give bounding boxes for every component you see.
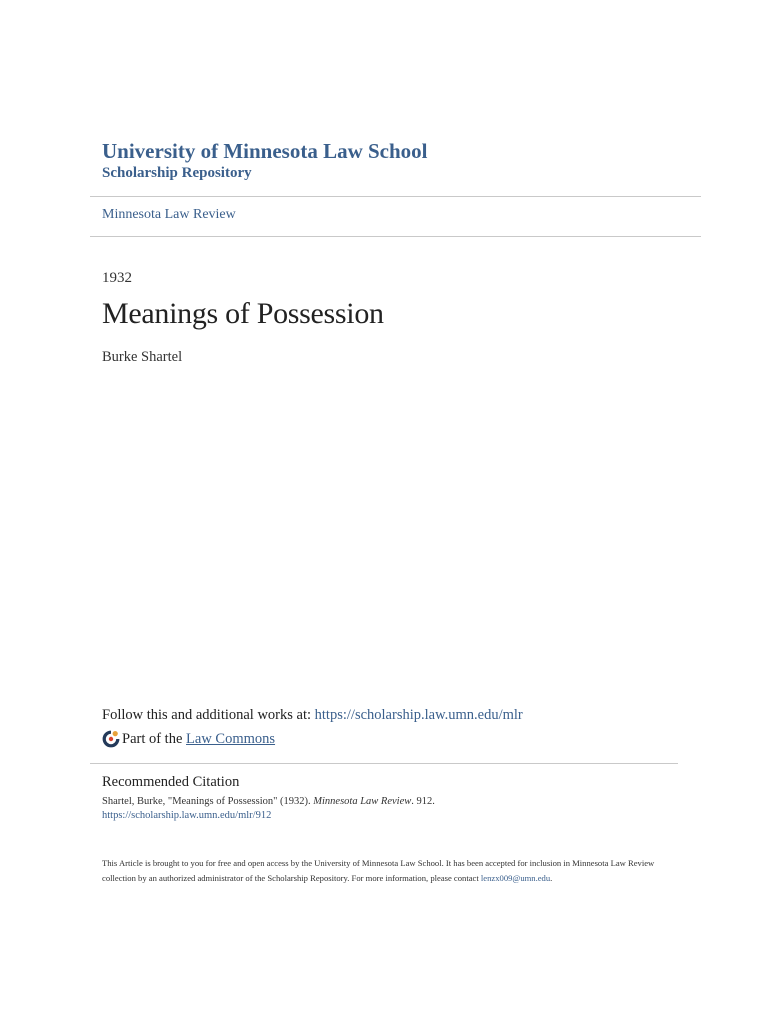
citation-text: [102, 796, 435, 807]
article-title: Meanings of Possession: [102, 297, 384, 330]
part-of-prefix: Part of the: [122, 730, 183, 747]
recommended-citation-heading: Recommended Citation: [102, 774, 240, 790]
citation-url-link[interactable]: https://scholarship.law.umn.edu/mlr/912: [102, 810, 272, 821]
follow-line: [102, 707, 523, 724]
divider: [90, 236, 701, 237]
repository-subtitle: Scholarship Repository: [102, 165, 252, 181]
notice-end: .: [550, 873, 553, 883]
network-icon: [102, 730, 120, 748]
citation-journal: Minnesota Law Review: [313, 796, 412, 807]
follow-url-link[interactable]: https://scholarship.law.umn.edu/mlr: [314, 707, 523, 723]
citation-author-title: Shartel, Burke, "Meanings of Possession" (1932).: [102, 796, 314, 807]
citation-end: . 912.: [411, 796, 435, 807]
follow-prefix: Follow this and additional works at:: [102, 707, 315, 723]
notice-text: This Article is brought to you for free and open access by the University of Minnesota Law School. It has been accepted for inclusion in Minnesota Law Review collection by an authorized administrator of the Scholarship Repository. For more information, please contact: [102, 858, 655, 883]
institution-name: University of Minnesota Law School: [102, 139, 428, 163]
contact-email-link[interactable]: lenzx009@umn.edu: [480, 873, 551, 883]
divider: [90, 763, 678, 764]
law-commons-link[interactable]: Law Commons: [186, 730, 276, 747]
publication-year: 1932: [102, 270, 132, 286]
article-author: Burke Shartel: [102, 349, 183, 365]
part-of-line: [102, 730, 275, 748]
access-notice: [102, 856, 672, 886]
divider: [90, 196, 701, 197]
collection-link[interactable]: Minnesota Law Review: [102, 207, 236, 222]
